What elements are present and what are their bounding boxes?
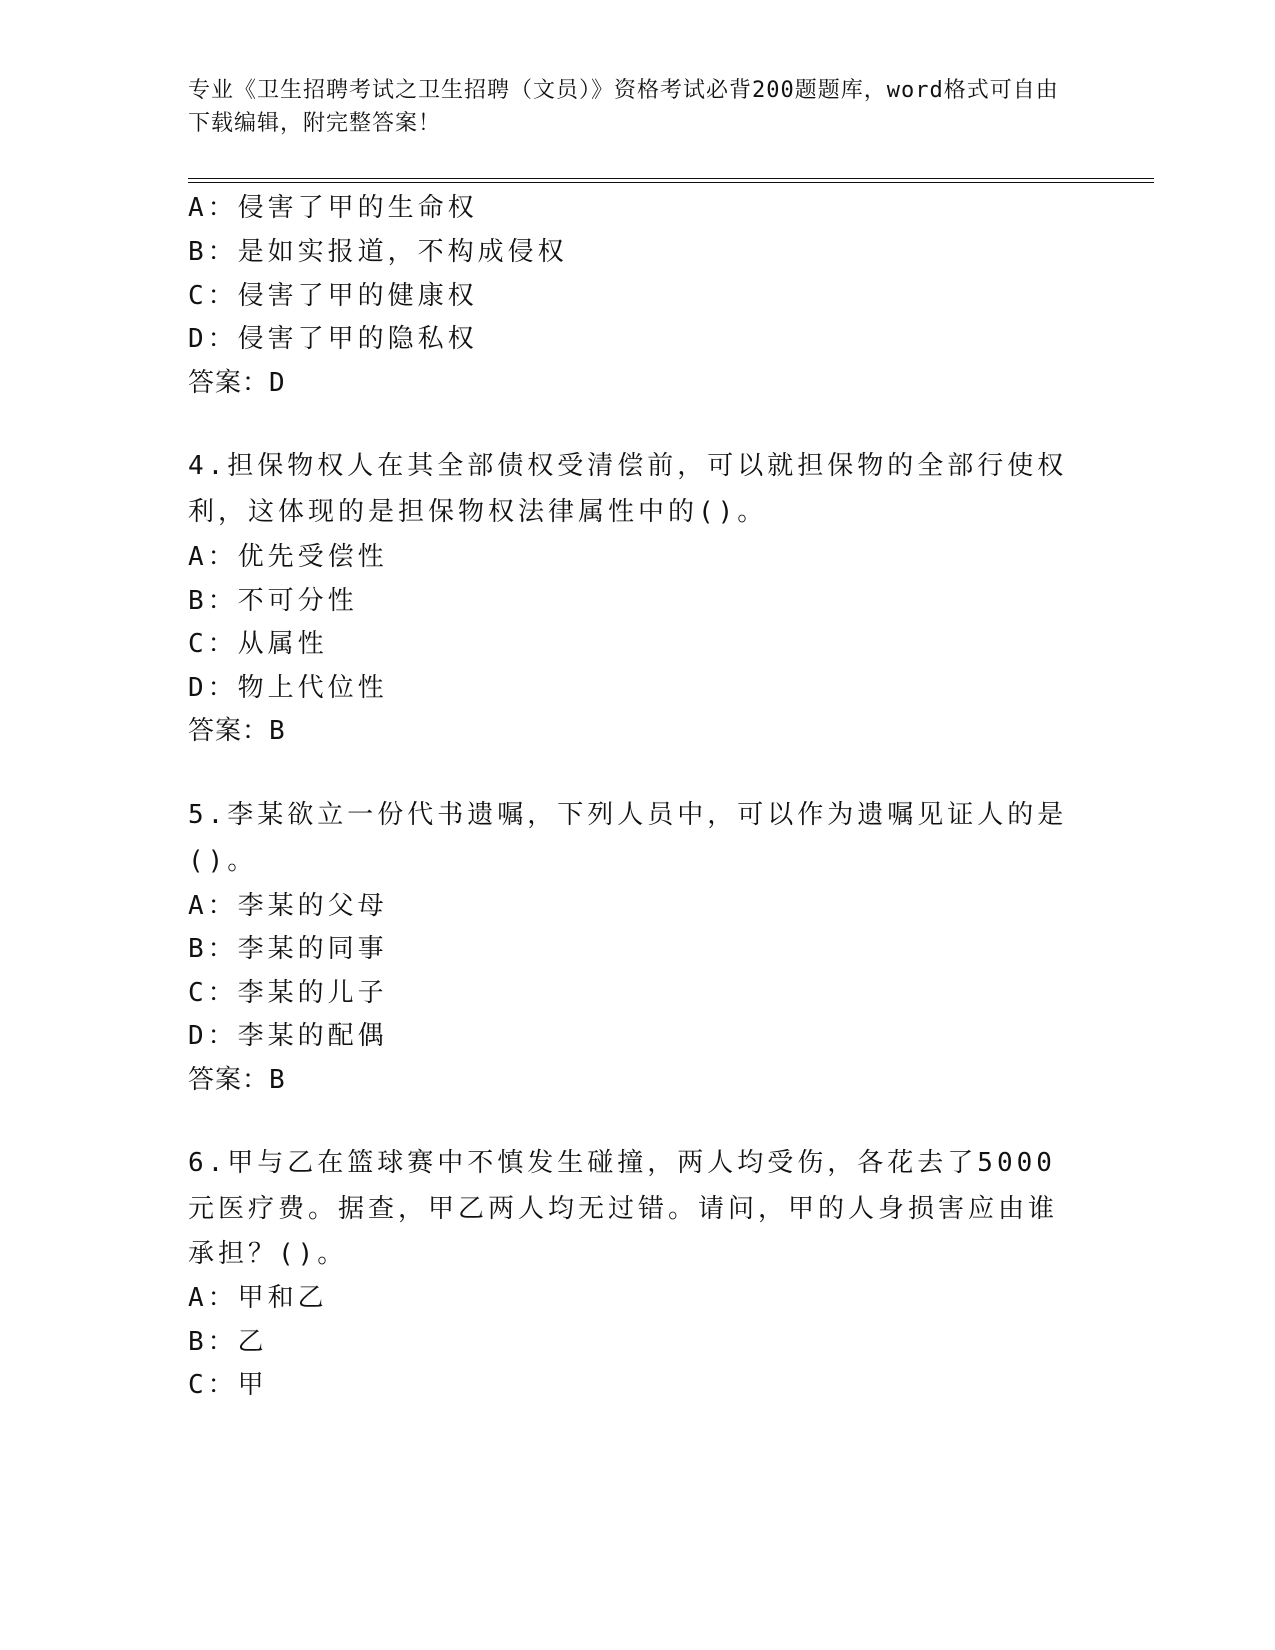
q6-option-c: C：甲 bbox=[188, 1370, 268, 1400]
document-header: 专业《卫生招聘考试之卫生招聘（文员）》资格考试必背200题题库，word格式可自由下载编辑，附完整答案！ bbox=[188, 78, 1059, 136]
q4-option-d: D：物上代位性 bbox=[188, 673, 388, 703]
q6-option-a: A：甲和乙 bbox=[188, 1283, 328, 1313]
q3-option-c: C：侵害了甲的健康权 bbox=[188, 281, 478, 311]
header-rule-bottom bbox=[188, 182, 1154, 183]
q4-stem: 4.担保物权人在其全部债权受清偿前，可以就担保物的全部行使权利，这体现的是担保物权法律属性中的()。 bbox=[188, 451, 1068, 527]
q3-option-d: D：侵害了甲的隐私权 bbox=[188, 324, 478, 354]
q6-option-b: B：乙 bbox=[188, 1327, 268, 1357]
q4-option-a: A：优先受偿性 bbox=[188, 542, 388, 572]
q5-option-c: C：李某的儿子 bbox=[188, 978, 388, 1008]
q4-option-b: B：不可分性 bbox=[188, 586, 358, 616]
q5-option-b: B：李某的同事 bbox=[188, 934, 388, 964]
q4-option-c: C：从属性 bbox=[188, 629, 328, 659]
q3-option-a: A：侵害了甲的生命权 bbox=[188, 193, 478, 223]
q4-answer: 答案：B bbox=[188, 716, 286, 746]
q3-option-b: B：是如实报道，不构成侵权 bbox=[188, 237, 568, 267]
q3-answer: 答案：D bbox=[188, 368, 286, 398]
q5-option-a: A：李某的父母 bbox=[188, 891, 388, 921]
header-rule-top bbox=[188, 178, 1154, 179]
q6-stem: 6.甲与乙在篮球赛中不慎发生碰撞，两人均受伤，各花去了5000元医疗费。据查，甲乙两人均无过错。请问，甲的人身损害应由谁承担？()。 bbox=[188, 1148, 1059, 1269]
q5-stem: 5.李某欲立一份代书遗嘱，下列人员中，可以作为遗嘱见证人的是()。 bbox=[188, 800, 1068, 876]
q5-option-d: D：李某的配偶 bbox=[188, 1021, 388, 1051]
q5-answer: 答案：B bbox=[188, 1065, 286, 1095]
